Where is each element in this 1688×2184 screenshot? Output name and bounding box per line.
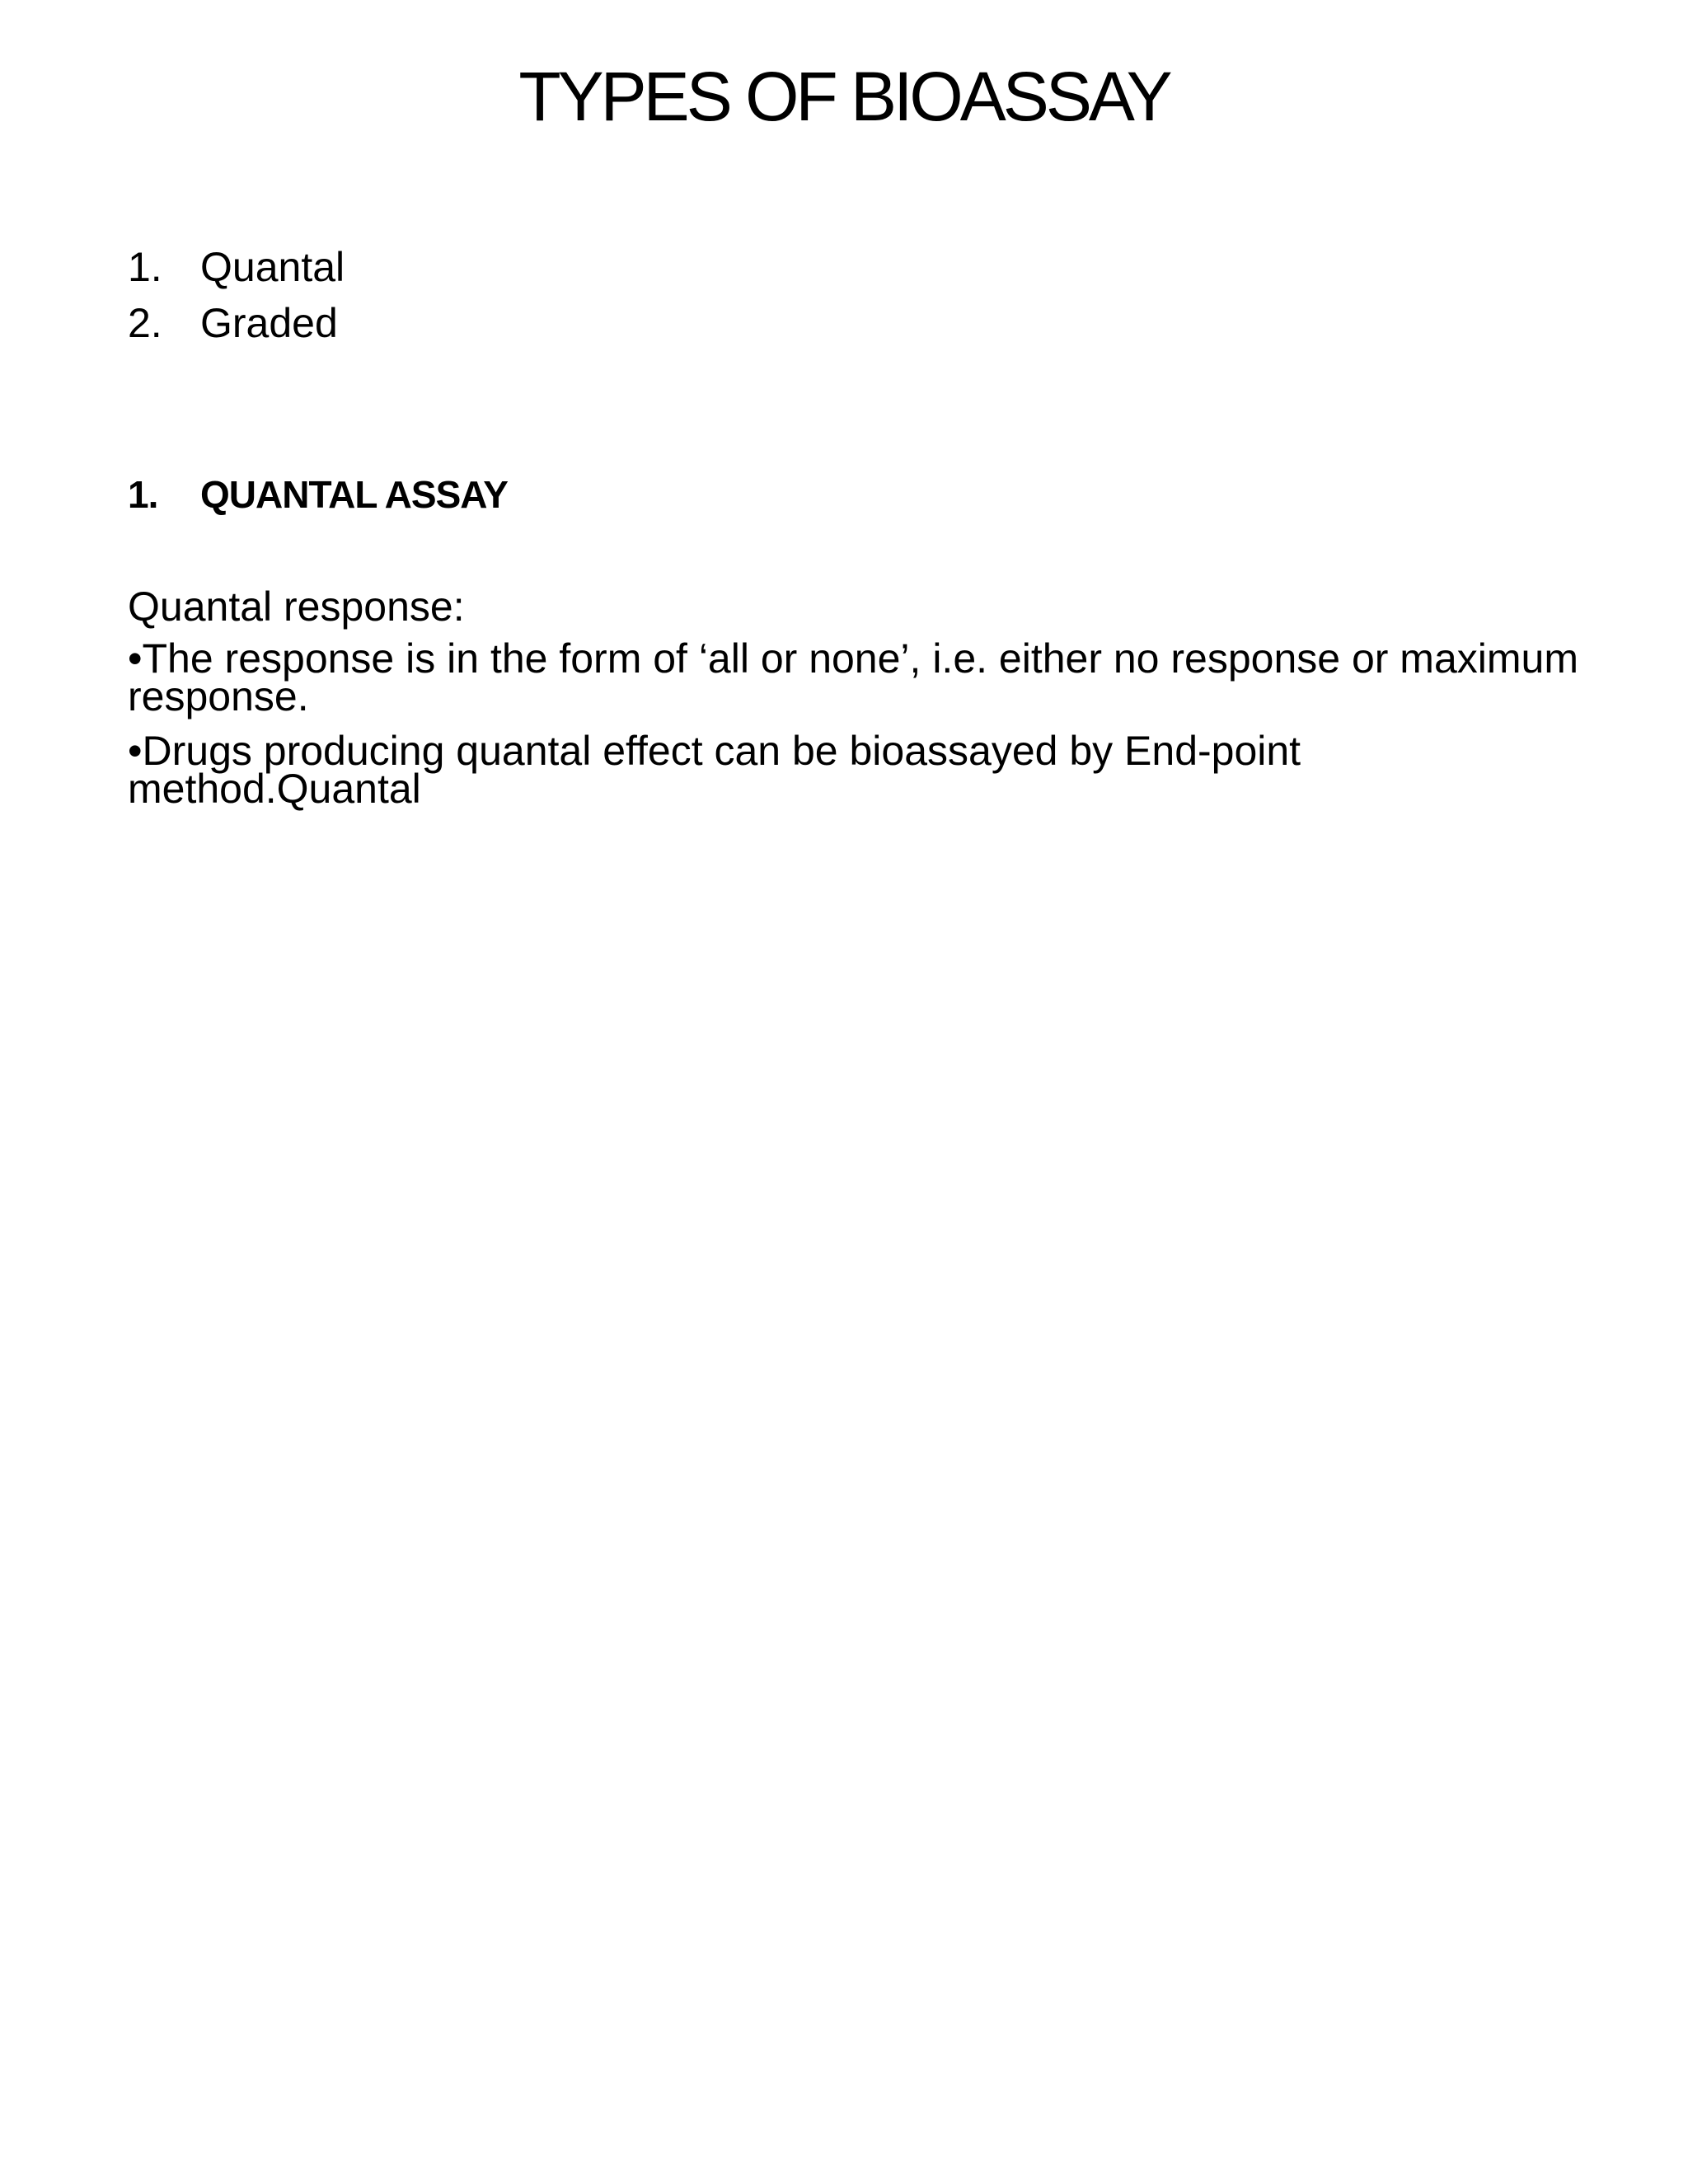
- page-title: TYPES OF BIOASSAY: [518, 58, 1170, 135]
- list-item-label: Quantal: [200, 244, 345, 290]
- section-heading-text: QUANTAL ASSAY: [200, 473, 508, 516]
- list-item: [128, 295, 1529, 351]
- section-lead: Quantal response:: [128, 583, 465, 630]
- section-heading: [128, 466, 1529, 523]
- types-list: [128, 239, 1529, 351]
- list-item: [128, 239, 1529, 295]
- section-number: 1.: [128, 473, 158, 516]
- bullet-paragraph: •The response is in the form of ‘all or none’, i.e. either no response or maximum response.: [128, 635, 1578, 719]
- bullet-paragraph: •Drugs producing quantal effect can be bioassayed by End-point method.Quantal: [128, 728, 1301, 812]
- section-body: [128, 579, 1578, 824]
- list-item-number: 1.: [128, 244, 162, 290]
- list-item-label: Graded: [200, 300, 338, 346]
- list-item-number: 2.: [128, 300, 162, 346]
